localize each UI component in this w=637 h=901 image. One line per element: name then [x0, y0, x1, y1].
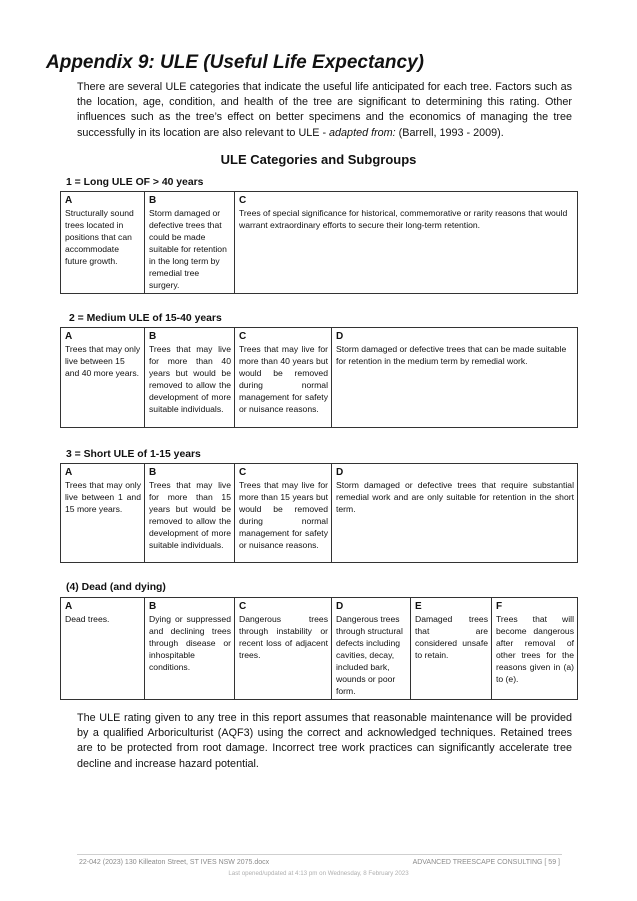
cell-text: Storm damaged or defective trees that can be made suitable for retention in the medium term by remedial work. [336, 344, 567, 366]
table-cell [61, 464, 145, 563]
footer-last-updated: Last opened/updated at 4:13 pm on Wednesday, 8 February 2023 [228, 870, 409, 877]
table-cell [145, 192, 235, 294]
closing-paragraph: The ULE rating given to any tree in this report assumes that reasonable maintenance will be provided by a qualified Arboriculturist (AQF3) using the correct and acknowledged techniques. Retained trees are to be protected from root damage. Incorrect tree work practices can significantly accelerate tree decline and increase hazard potential. [77, 712, 572, 770]
table-cell [235, 598, 332, 700]
cell-label: A [65, 331, 73, 342]
table-cell [235, 464, 332, 563]
cell-text: Dying or suppressed and declining trees through disease or inhospitable conditions. [149, 614, 231, 672]
cell-label: A [65, 195, 73, 206]
cell-text: Dangerous trees through instability or recent loss of adjacent trees. [239, 614, 328, 660]
table-cell [235, 192, 578, 294]
cell-text: Trees that will become dangerous after removal of other trees for the reasons given in (a) to (e). [496, 614, 574, 684]
cell-label: A [65, 601, 73, 612]
group-title-long: 1 = Long ULE OF > 40 years [66, 177, 204, 188]
cell-label: A [65, 467, 73, 478]
cell-label: B [149, 601, 157, 612]
cell-text: Structurally sound trees located in positions that can accommodate future growth. [65, 208, 134, 266]
cell-text: Trees of special significance for historical, commemorative or rarity reasons that would warrant extraordinary efforts to secure their long-term retention. [239, 208, 568, 230]
table-cell [492, 598, 578, 700]
cell-label: C [239, 195, 247, 206]
page-title: Appendix 9: ULE (Useful Life Expectancy) [46, 52, 424, 73]
ule-table-short [60, 463, 578, 563]
cell-text: Trees that may live for more than 15 years but would be removed during normal management for safety or nuisance reasons. [239, 480, 328, 550]
cell-text: Trees that may only live between 1 and 15 more years. [65, 480, 141, 514]
group-title-dead: (4) Dead (and dying) [66, 582, 166, 593]
cell-text: Trees that may only live between 15 and 40 more years. [65, 344, 141, 378]
cell-label: E [415, 601, 422, 612]
ule-table-long [60, 191, 578, 294]
cell-label: B [149, 331, 157, 342]
table-cell [61, 192, 145, 294]
table-cell [61, 598, 145, 700]
cell-text: Trees that may live for more than 15 years but would be removed to allow the development of more suitable individuals. [149, 480, 231, 550]
cell-text: Storm damaged or defective trees that could be made suitable for retention in the long term by remedial tree surgery. [149, 208, 227, 290]
group-title-medium: 2 = Medium ULE of 15-40 years [69, 313, 222, 324]
table-cell [332, 464, 578, 563]
cell-label: D [336, 331, 344, 342]
intro-paragraph [77, 80, 572, 141]
footer-filename: 22-042 (2023) 130 Killeaton Street, ST IVES NSW 2075.docx [79, 859, 270, 866]
ule-table-dead [60, 597, 578, 700]
table-cell [235, 328, 332, 428]
cell-label: D [336, 467, 344, 478]
footer-divider [77, 854, 562, 855]
cell-label: F [496, 601, 503, 612]
table-cell [145, 464, 235, 563]
cell-text: Trees that may live for more than 40 years but would be removed to allow the development of more suitable individuals. [149, 344, 231, 414]
table-cell [61, 328, 145, 428]
cell-label: B [149, 467, 157, 478]
table-cell [145, 598, 235, 700]
cell-text: Storm damaged or defective trees that require substantial remedial work and are only suitable for retention in the short term. [336, 480, 574, 514]
footer-company-page: ADVANCED TREESCAPE CONSULTING [ 59 ] [412, 859, 560, 866]
cell-text: Trees that may live for more than 40 years but would be removed during normal management for safety or nuisance reasons. [239, 344, 328, 414]
cell-label: C [239, 467, 247, 478]
table-row [61, 192, 578, 294]
table-cell [411, 598, 492, 700]
intro-text: There are several ULE categories that indicate the useful life anticipated for each tree. Factors such as the location, age, condition, and health of the tree are significant to determining this rating. Other influences such as the tree’s effect on better specimens and the economics of managing the tree successfully in its location are also relevant to ULE - [77, 81, 572, 139]
table-row [61, 464, 578, 563]
table-cell [332, 328, 578, 428]
cell-label: D [336, 601, 344, 612]
cell-label: B [149, 195, 157, 206]
cell-text: Dead trees. [65, 614, 110, 624]
section-heading: ULE Categories and Subgroups [220, 152, 417, 167]
intro-adapted-from: adapted from: [329, 126, 396, 139]
intro-citation: (Barrell, 1993 - 2009). [395, 126, 504, 139]
table-row [61, 598, 578, 700]
group-title-short: 3 = Short ULE of 1-15 years [66, 449, 201, 460]
ule-table-medium [60, 327, 578, 428]
cell-label: C [239, 331, 247, 342]
table-row [61, 328, 578, 428]
cell-label: C [239, 601, 247, 612]
cell-text: Dangerous trees through structural defects including cavities, decay, included bark, wounds or poor form. [336, 614, 403, 696]
table-cell [332, 598, 411, 700]
cell-text: Damaged trees that are considered unsafe to retain. [415, 614, 488, 660]
table-cell [145, 328, 235, 428]
